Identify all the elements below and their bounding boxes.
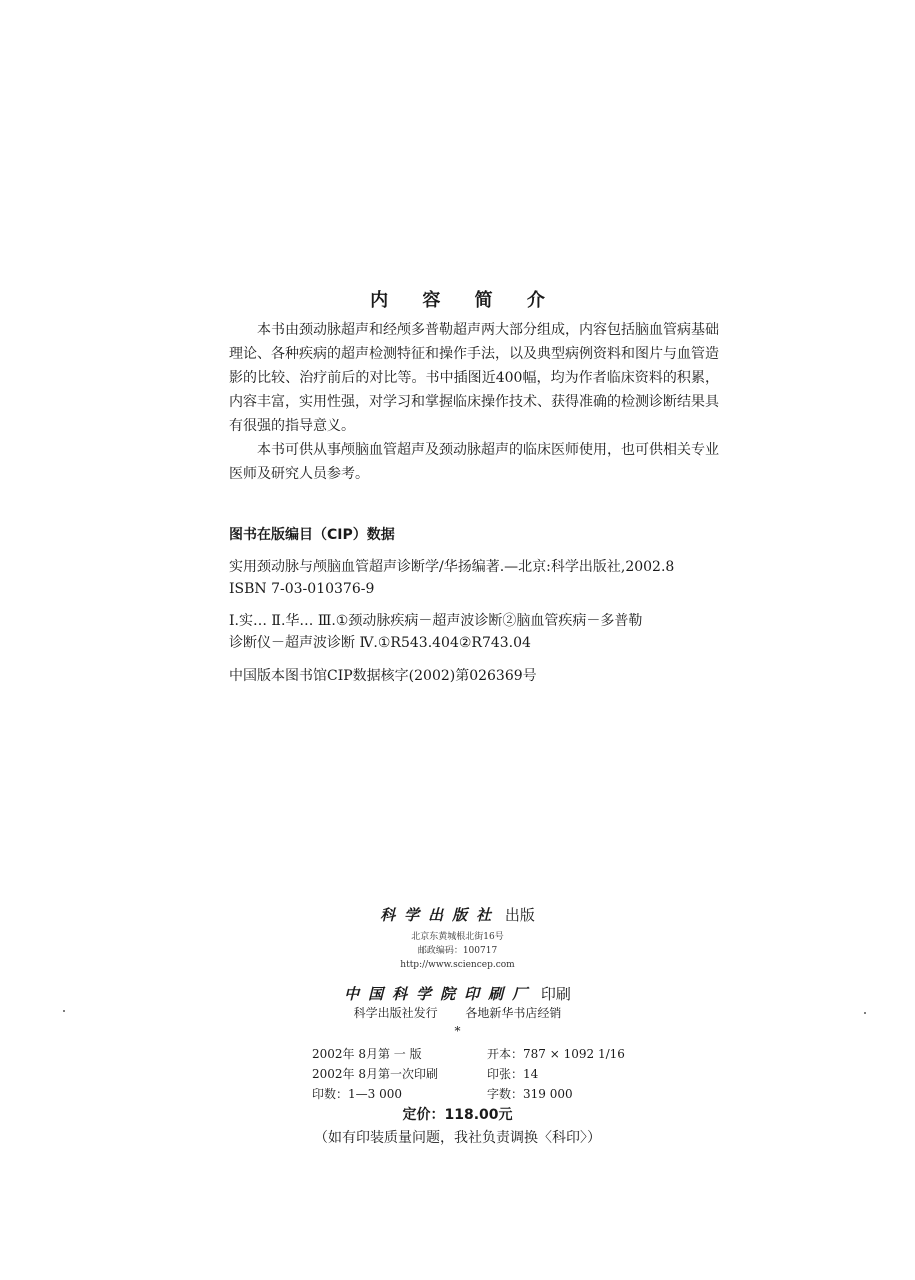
publisher-postcode: 邮政编码：100717 bbox=[417, 946, 498, 956]
cip-classification-line2: 诊断仪－超声波诊断 Ⅳ.①R543.404②R743.04 bbox=[229, 635, 531, 651]
format: 开本：787 × 1092 1/16 bbox=[487, 1047, 625, 1061]
publisher-line bbox=[0, 904, 915, 925]
synopsis-heading: 内 容 简 介 bbox=[370, 290, 559, 311]
printer-suffix: 印刷 bbox=[540, 985, 571, 1003]
synopsis-paragraph: 本书由颈动脉超声和经颅多普勒超声两大部分组成，内容包括脑血管病基础理论、各种疾病的超声检测特征和操作手法，以及典型病例资料和图片与血管造影的比较、治疗前后的对比等。书中插图近400幅，均为作者临床资料的积累，内容丰富，实用性强，对学习和掌握临床操作技术、获得准确的检测诊断结果具有很强的指导意义。 bbox=[229, 322, 719, 434]
quality-notice: （如有印装质量问题，我社负责调换〈科印〉） bbox=[314, 1130, 601, 1146]
cip-title: 图书在版编目（CIP）数据 bbox=[229, 527, 395, 543]
price: 定价：118.00元 bbox=[402, 1107, 513, 1123]
cip-number: 中国版本图书馆CIP数据核字(2002)第026369号 bbox=[229, 668, 537, 684]
cip-isbn: ISBN 7-03-010376-9 bbox=[229, 581, 375, 597]
print-run: 印数：1—3 000 bbox=[312, 1087, 402, 1101]
publisher-address: 北京东黄城根北街16号 bbox=[411, 932, 504, 942]
word-count: 字数：319 000 bbox=[487, 1087, 573, 1101]
distribution-line bbox=[0, 1004, 915, 1021]
distributor: 各地新华书店经销 bbox=[465, 1006, 562, 1020]
sheets: 印张：14 bbox=[487, 1067, 539, 1081]
spec-row-run bbox=[312, 1084, 573, 1104]
synopsis-body bbox=[229, 318, 719, 486]
cip-classification-line1: Ⅰ.实… Ⅱ.华… Ⅲ.①颈动脉疾病－超声波诊断②脑血管疾病－多普勒 bbox=[229, 613, 643, 629]
issuer: 科学出版社发行 bbox=[353, 1006, 438, 1020]
separator-star: * bbox=[454, 1024, 461, 1038]
scan-speck bbox=[864, 1012, 866, 1014]
scan-speck bbox=[63, 1010, 65, 1012]
publisher-website: http://www.sciencep.com bbox=[400, 960, 515, 970]
printing: 2002年 8月第一次印刷 bbox=[312, 1067, 438, 1081]
publisher-suffix: 出版 bbox=[504, 906, 535, 924]
printer-line bbox=[0, 983, 915, 1004]
synopsis-paragraph: 本书可供从事颅脑血管超声及颈动脉超声的临床医师使用，也可供相关专业医师及研究人员参考。 bbox=[229, 442, 719, 482]
cip-record: 实用颈动脉与颅脑血管超声诊断学/华扬编著.—北京:科学出版社,2002.8 bbox=[229, 559, 675, 575]
spec-row-edition bbox=[312, 1044, 625, 1064]
edition: 2002年 8月第 一 版 bbox=[312, 1047, 422, 1061]
printer-name: 中国科学院印刷厂 bbox=[344, 985, 537, 1003]
spec-row-printing bbox=[312, 1064, 538, 1084]
publisher-name: 科学出版社 bbox=[380, 906, 501, 924]
